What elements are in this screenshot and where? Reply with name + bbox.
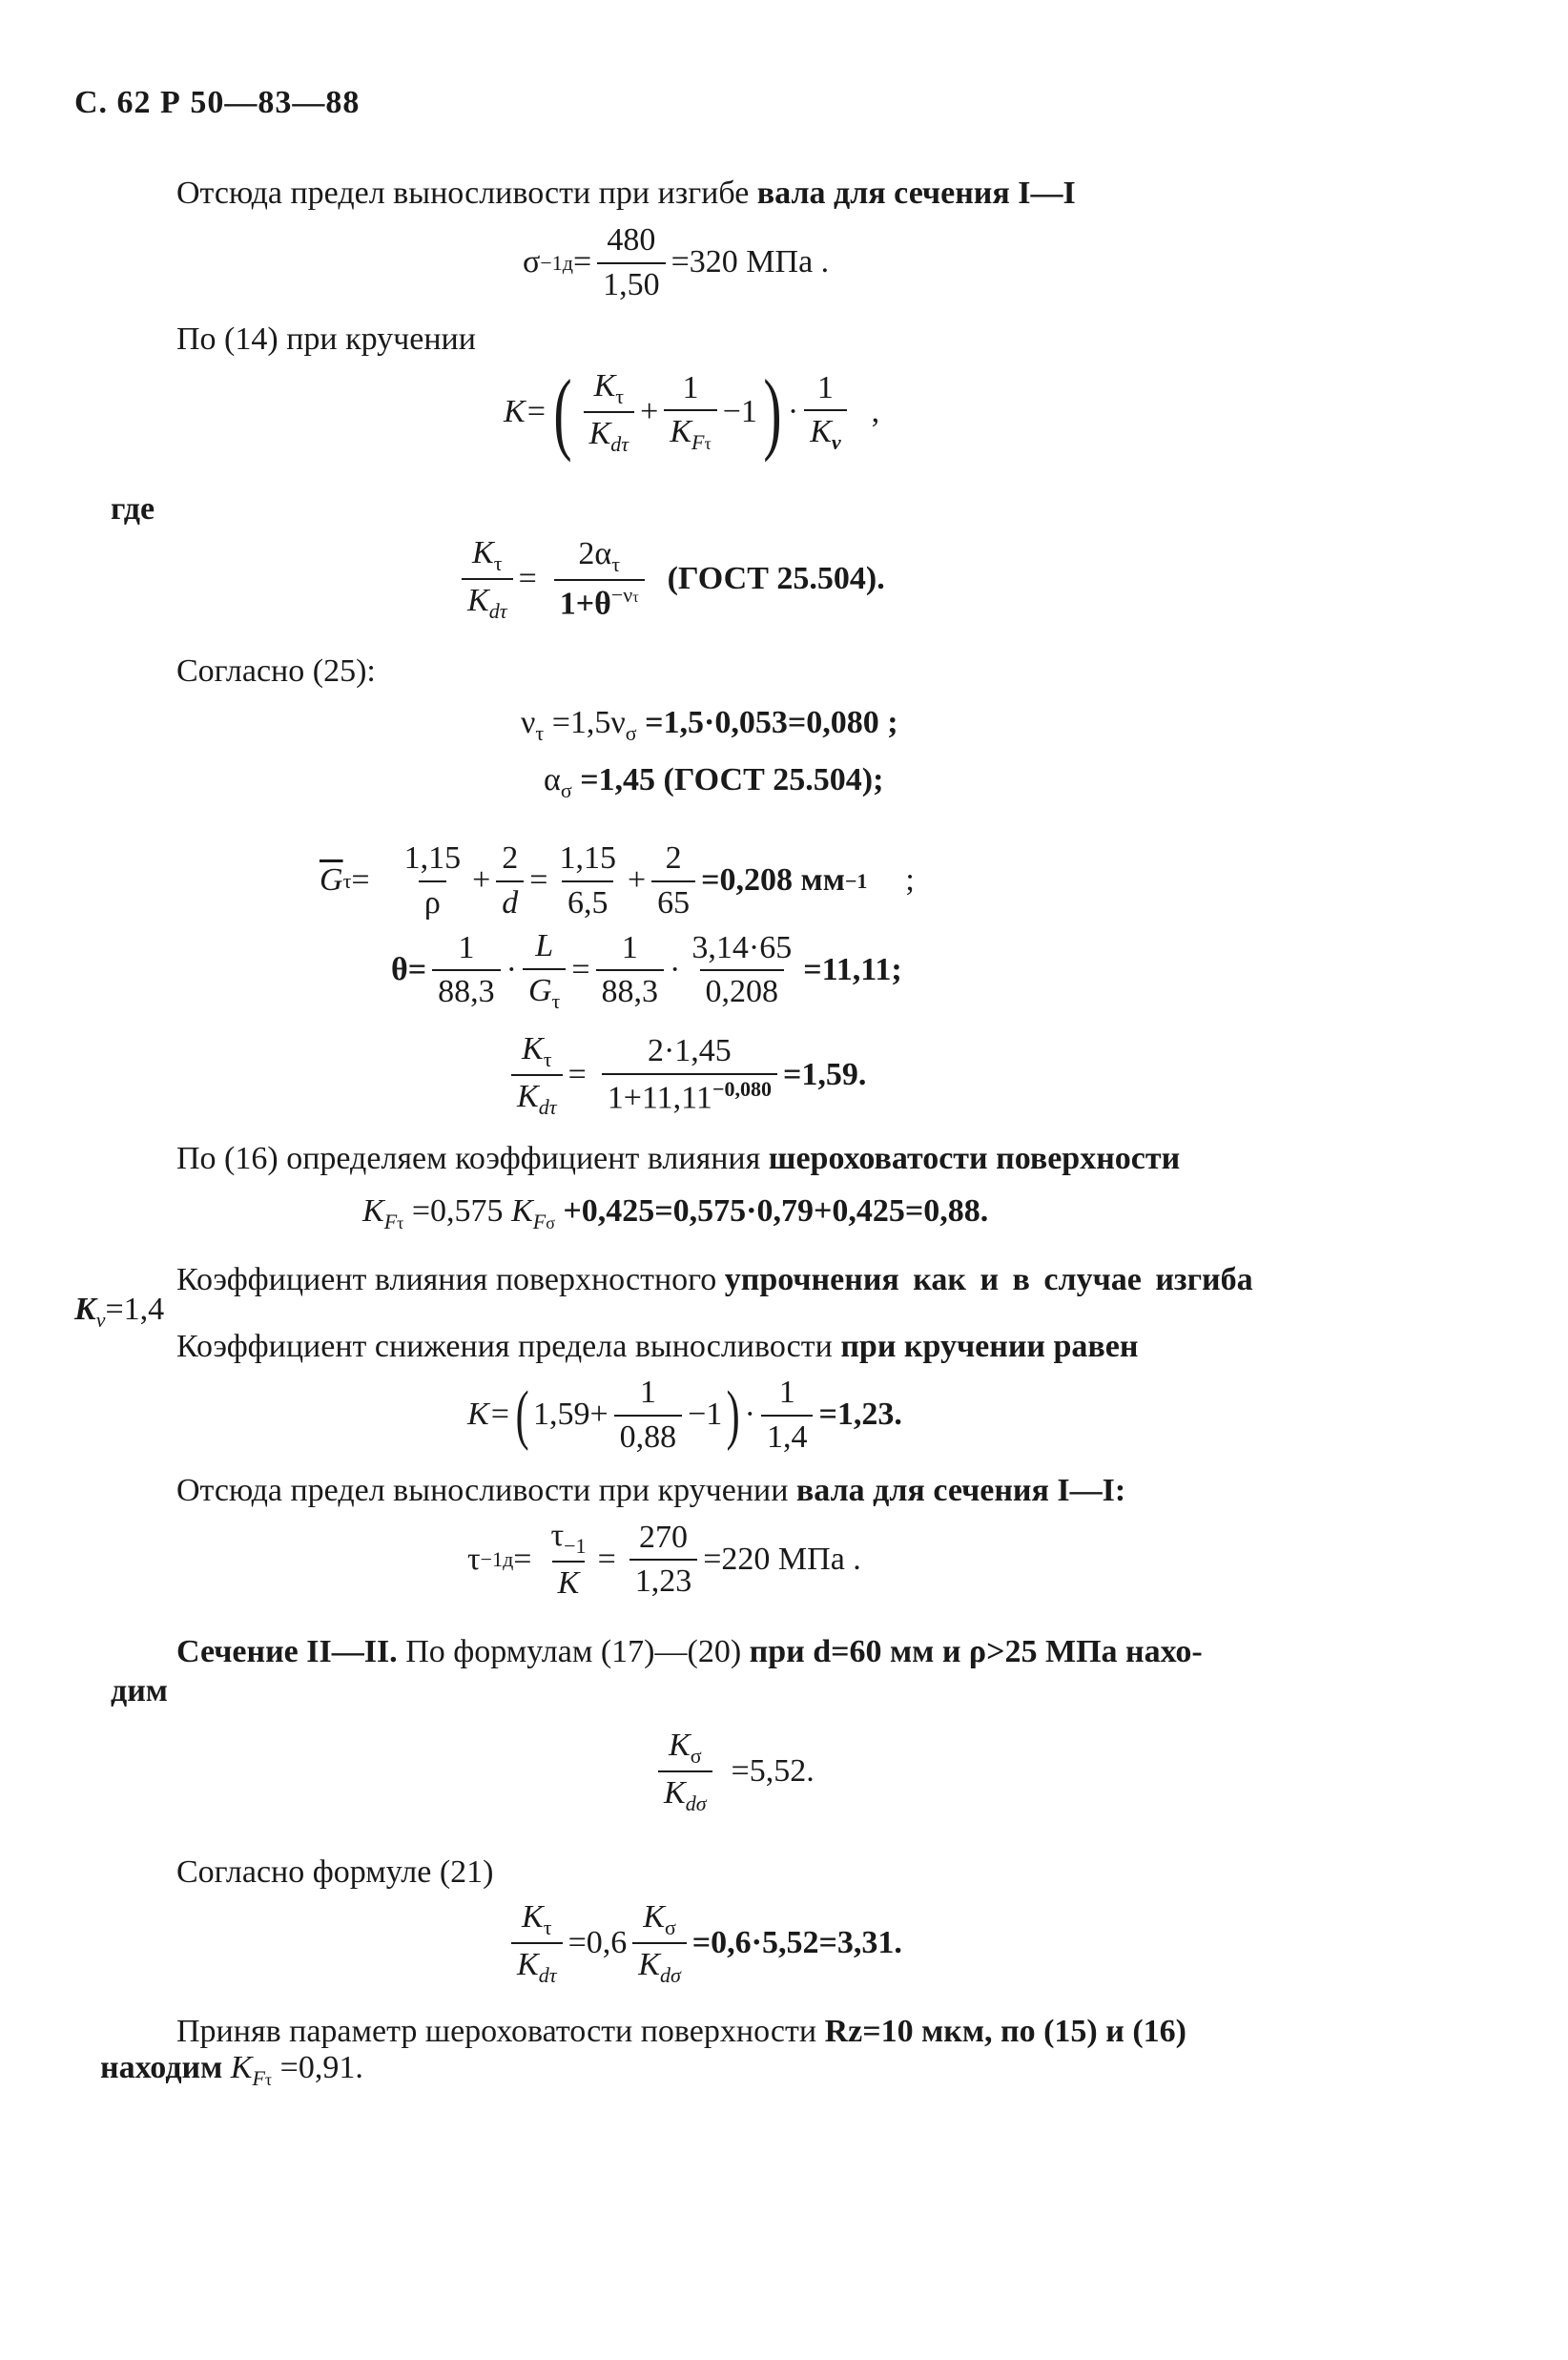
text-run: По (16) определяем коэффициент влияния bbox=[176, 1141, 769, 1176]
formula-text: =0,575 bbox=[403, 1193, 512, 1229]
text-run: Приняв параметр шероховатости поверхности bbox=[176, 2014, 825, 2049]
fraction bbox=[597, 221, 666, 305]
numerator: 1 bbox=[621, 929, 638, 965]
denominator: K bbox=[552, 1561, 586, 1604]
fraction bbox=[523, 927, 566, 1014]
fraction bbox=[761, 1374, 814, 1458]
fraction bbox=[545, 1517, 591, 1604]
formula-symbol: α bbox=[544, 762, 561, 797]
paren-right: ) bbox=[763, 361, 782, 463]
text-run-bold: находим bbox=[100, 2050, 231, 2085]
numerator: τ bbox=[550, 1518, 565, 1553]
subscript: −1 bbox=[564, 1533, 587, 1558]
subscript: τ bbox=[543, 1915, 552, 1939]
numerator: 1 bbox=[778, 1375, 795, 1410]
fraction bbox=[462, 534, 513, 624]
paren-left: ( bbox=[515, 1377, 529, 1452]
formula-symbol: K= bbox=[467, 1397, 511, 1433]
numerator: 1 bbox=[639, 1375, 656, 1410]
numerator: 1 bbox=[458, 929, 475, 965]
paragraph-line: По (14) при кручении bbox=[176, 321, 476, 357]
paragraph-line bbox=[176, 1472, 1125, 1511]
paragraph-line bbox=[176, 1633, 1203, 1672]
formula-result: =220 МПа . bbox=[703, 1542, 861, 1578]
denominator: 1,23 bbox=[629, 1559, 698, 1602]
text-run-bold: вала для сечения I—I bbox=[756, 176, 1076, 211]
numerator: 270 bbox=[639, 1519, 688, 1555]
formula-k-torsion bbox=[504, 361, 880, 463]
numerator: K bbox=[669, 1728, 691, 1763]
text-run: По формулам (17)—(20) bbox=[397, 1634, 750, 1669]
formula-k-ratio bbox=[456, 534, 885, 624]
denominator: d bbox=[496, 880, 524, 923]
subscript: −1д bbox=[480, 1547, 514, 1572]
operator: = bbox=[351, 862, 370, 899]
formula-result: =1,5·0,053=0,080 ; bbox=[636, 705, 898, 740]
formula-text: =1,4 bbox=[105, 1292, 165, 1327]
superscript: −1 bbox=[844, 868, 868, 893]
fraction bbox=[629, 1519, 698, 1603]
fraction bbox=[554, 535, 645, 624]
subscript: σ bbox=[664, 1915, 676, 1939]
formula-result: =320 МПа . bbox=[671, 244, 830, 280]
subscript: τ bbox=[535, 720, 545, 745]
numerator: 1,15 bbox=[559, 840, 616, 876]
subscript: dτ bbox=[538, 1962, 557, 1987]
text-run-bold: шероховатости поверхности bbox=[768, 1141, 1181, 1176]
punctuation: ; bbox=[905, 862, 915, 899]
superscript: −0,080 bbox=[712, 1077, 772, 1102]
page-header: С. 62 Р 50—83—88 bbox=[74, 85, 361, 120]
denominator: K bbox=[670, 414, 692, 450]
formula-symbol: K bbox=[230, 2050, 253, 2085]
paragraph-line: Согласно (25): bbox=[176, 653, 376, 689]
formula-symbol: K bbox=[74, 1292, 96, 1327]
formula-theta bbox=[391, 927, 902, 1014]
denominator: 6,5 bbox=[562, 880, 614, 923]
fraction bbox=[584, 367, 635, 457]
denominator: 88,3 bbox=[432, 969, 501, 1012]
paragraph-line: дим bbox=[111, 1673, 168, 1708]
denominator: K bbox=[517, 1079, 539, 1115]
denominator: 1+θ bbox=[559, 586, 611, 622]
text-run-bold: при кручении равен bbox=[840, 1329, 1139, 1364]
formula-text: =0,91. bbox=[272, 2050, 363, 2085]
operator: −1 bbox=[688, 1397, 723, 1433]
operator: = bbox=[513, 1542, 532, 1578]
paragraph-line bbox=[176, 175, 1076, 214]
formula-gradient bbox=[320, 839, 915, 923]
text-run-bold: Сечение II—II. bbox=[176, 1634, 398, 1669]
denominator: ρ bbox=[419, 880, 446, 923]
fraction bbox=[511, 1898, 563, 1988]
text-run: Отсюда предел выносливости при изгибе bbox=[176, 176, 757, 211]
operator: −1 bbox=[722, 393, 757, 429]
formula-symbol: K bbox=[511, 1193, 533, 1229]
text-run-bold: вала для сечения I—I: bbox=[795, 1473, 1126, 1508]
subscript: τ bbox=[342, 868, 352, 893]
formula-kf bbox=[362, 1192, 988, 1234]
denominator: 88,3 bbox=[596, 969, 665, 1012]
numerator: K bbox=[522, 1899, 544, 1935]
operator: + bbox=[627, 862, 647, 899]
formula-nu bbox=[521, 704, 898, 746]
fraction bbox=[553, 839, 622, 923]
numerator: 2·1,45 bbox=[647, 1033, 732, 1069]
subscript: τ bbox=[611, 551, 621, 576]
formula-tau bbox=[467, 1517, 861, 1604]
formula-symbol: θ= bbox=[391, 952, 427, 988]
superscript: τ bbox=[632, 589, 639, 606]
formula-k-sigma bbox=[652, 1727, 815, 1816]
fraction bbox=[658, 1727, 712, 1816]
subscript: F bbox=[252, 2065, 265, 2090]
operator: = bbox=[518, 560, 537, 596]
operator: · bbox=[744, 1397, 755, 1433]
subscript: σ bbox=[560, 777, 572, 802]
operator: = bbox=[597, 1542, 616, 1578]
paren-left: ( bbox=[553, 361, 572, 463]
denominator: 0,208 bbox=[700, 969, 785, 1012]
fraction bbox=[651, 839, 695, 923]
punctuation: , bbox=[871, 393, 880, 429]
formula-subscript: −1д bbox=[540, 250, 573, 275]
formula-result: =5,52. bbox=[731, 1752, 815, 1789]
fraction bbox=[596, 929, 665, 1013]
denominator: K bbox=[810, 414, 832, 450]
formula-symbol: $\overline{G}$ bbox=[320, 862, 343, 899]
formula-symbol: σ bbox=[523, 244, 541, 280]
subscript: τ bbox=[704, 434, 712, 454]
subscript: τ bbox=[543, 1046, 552, 1071]
subscript: dτ bbox=[610, 431, 629, 456]
subscript: v bbox=[831, 430, 841, 455]
formula-reference: (ГОСТ 25.504). bbox=[667, 560, 885, 596]
numerator: 1 bbox=[682, 369, 699, 405]
denominator: 1,50 bbox=[597, 262, 666, 305]
paragraph-line bbox=[176, 1140, 1180, 1179]
numerator: K bbox=[522, 1031, 544, 1066]
fraction bbox=[664, 369, 716, 456]
denominator: K bbox=[638, 1947, 660, 1983]
subscript: F bbox=[691, 430, 705, 455]
denominator: K bbox=[517, 1947, 539, 1983]
subscript: τ bbox=[397, 1212, 404, 1232]
fraction bbox=[511, 1030, 563, 1120]
formula-text: 1,59+ bbox=[532, 1397, 609, 1433]
operator: + bbox=[640, 393, 659, 429]
formula-result: =1,59. bbox=[782, 1056, 867, 1092]
text-run-bold: при d=60 мм и ρ>25 МПа нахо- bbox=[749, 1634, 1203, 1669]
paragraph-line bbox=[176, 1328, 1138, 1367]
text-run: Отсюда предел выносливости при кручении bbox=[176, 1473, 796, 1508]
where-label: где bbox=[111, 491, 155, 527]
operator: = bbox=[529, 862, 548, 899]
operator: · bbox=[787, 393, 799, 429]
subscript: τ bbox=[264, 2069, 273, 2089]
numerator: L bbox=[535, 928, 554, 963]
operator: · bbox=[505, 952, 517, 988]
denominator: K bbox=[467, 583, 489, 619]
subscript: dσ bbox=[659, 1962, 681, 1987]
formula-result: =0,6·5,52=3,31. bbox=[691, 1924, 902, 1960]
paren-right: ) bbox=[726, 1377, 740, 1452]
subscript: σ bbox=[625, 720, 637, 745]
formula-result: =1,23. bbox=[818, 1397, 902, 1433]
paragraph-line bbox=[74, 1291, 164, 1333]
formula-k-tau-ratio bbox=[505, 1898, 902, 1988]
formula-k-result bbox=[505, 1030, 866, 1120]
operator: + bbox=[472, 862, 491, 899]
subscript: dτ bbox=[538, 1094, 557, 1119]
subscript: v bbox=[95, 1307, 106, 1332]
text-run: Коэффициент снижения предела выносливости bbox=[176, 1329, 841, 1364]
denominator: G bbox=[527, 972, 552, 1008]
numerator: K bbox=[472, 535, 494, 570]
formula-result: =1,45 (ГОСТ 25.504); bbox=[571, 762, 884, 797]
formula-symbol: K= bbox=[504, 393, 547, 429]
denominator: K bbox=[664, 1775, 686, 1811]
numerator: 3,14·65 bbox=[691, 929, 793, 965]
formula-k-total bbox=[467, 1374, 902, 1458]
fraction bbox=[432, 929, 501, 1013]
superscript: −ν bbox=[610, 582, 633, 607]
operator: = bbox=[567, 1056, 587, 1092]
subscript: τ bbox=[551, 988, 561, 1013]
fraction bbox=[614, 1374, 683, 1458]
fraction bbox=[686, 929, 797, 1013]
paragraph-line bbox=[176, 2013, 1186, 2052]
numerator: 2α bbox=[578, 535, 612, 571]
denominator: 0,88 bbox=[614, 1415, 683, 1458]
numerator: 1,15 bbox=[403, 840, 462, 876]
operator: · bbox=[670, 952, 681, 988]
subscript: F bbox=[383, 1209, 398, 1233]
subscript: F bbox=[532, 1209, 547, 1233]
denominator: K bbox=[588, 416, 611, 451]
subscript: σ bbox=[546, 1212, 555, 1232]
text-run-bold: упрочнения как и в случае изгиба bbox=[724, 1262, 1253, 1297]
fraction bbox=[602, 1032, 777, 1118]
numerator: K bbox=[643, 1899, 665, 1935]
denominator: 65 bbox=[651, 880, 695, 923]
paragraph-line: Согласно формуле (21) bbox=[176, 1854, 494, 1890]
formula-text: =1,5ν bbox=[544, 705, 626, 740]
subscript: dτ bbox=[488, 598, 507, 623]
formula-result: =0,208 мм bbox=[701, 862, 845, 899]
formula-symbol: K bbox=[362, 1193, 384, 1229]
text-run: Коэффициент влияния поверхностного bbox=[176, 1262, 725, 1297]
fraction: $\frac{1}{K_v}$ bbox=[804, 369, 846, 456]
subscript: τ bbox=[493, 550, 503, 575]
formula-symbol: ν bbox=[521, 705, 536, 740]
subscript: τ bbox=[615, 383, 625, 408]
formula-alpha bbox=[544, 761, 883, 803]
formula-sigma: σ −1д = $\frac{480}{1,50}$ =320 МПа . bbox=[523, 221, 829, 305]
subscript: dσ bbox=[685, 1791, 707, 1815]
denominator: 1,4 bbox=[761, 1415, 814, 1458]
fraction bbox=[496, 839, 524, 923]
paragraph-line bbox=[176, 1261, 1253, 1300]
text-run-bold: Rz=10 мкм, по (15) и (16) bbox=[824, 2014, 1186, 2049]
numerator: 2 bbox=[665, 840, 682, 876]
formula-result: =11,11; bbox=[803, 952, 902, 988]
formula-text: =0,6 bbox=[567, 1924, 628, 1960]
denominator: 1+11,11 bbox=[607, 1080, 712, 1116]
numerator: K bbox=[593, 367, 616, 404]
formula-result: +0,425=0,575·0,79+0,425=0,88. bbox=[554, 1193, 989, 1229]
operator: = bbox=[571, 952, 590, 988]
subscript: σ bbox=[690, 1743, 702, 1768]
fraction bbox=[399, 839, 467, 923]
numerator: 2 bbox=[502, 840, 519, 876]
paragraph-line bbox=[100, 2049, 363, 2091]
fraction bbox=[632, 1898, 687, 1988]
numerator: 480 bbox=[607, 222, 656, 258]
formula-symbol: τ bbox=[467, 1542, 481, 1578]
